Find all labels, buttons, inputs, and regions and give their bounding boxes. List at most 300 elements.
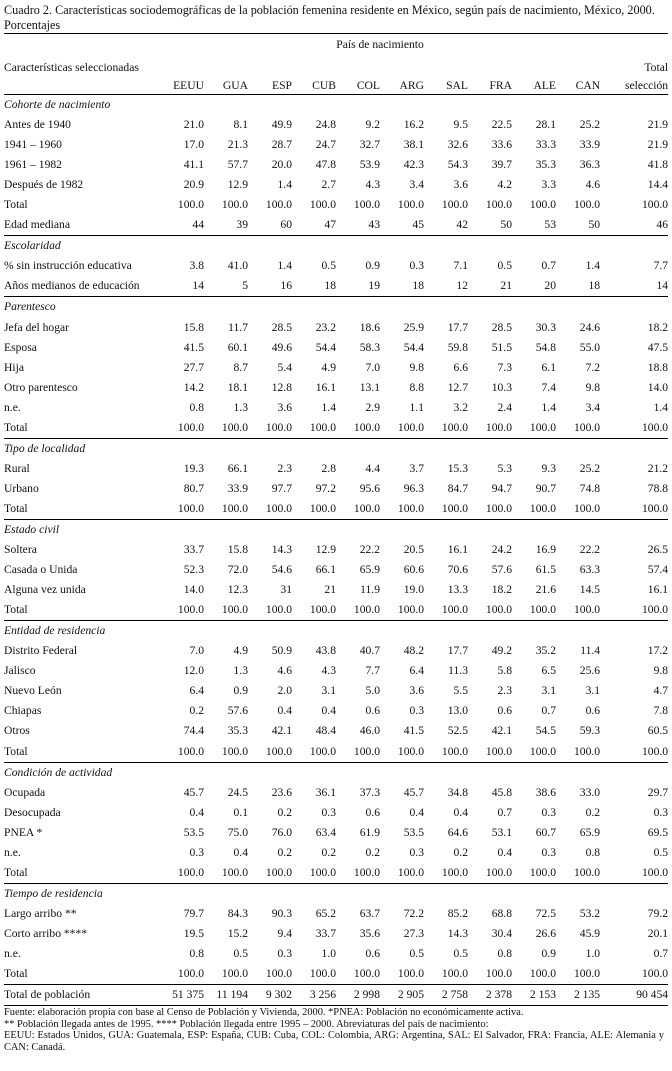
cell-value: 61.5 (535, 563, 556, 577)
cell-value: 13.0 (447, 704, 468, 718)
cell-value: 100.0 (160, 499, 204, 520)
cell-value: 11.7 (228, 320, 248, 334)
cell-value: 63.3 (579, 563, 601, 577)
cell-value: 49.2 (491, 644, 512, 658)
cell-value: 100.0 (424, 742, 468, 763)
cell-total: 41.8 (647, 158, 669, 172)
cell-value: 100.0 (380, 742, 424, 763)
cell-value: 100.0 (468, 964, 512, 985)
cell-value: 68.8 (491, 906, 512, 920)
cell-value: 27.7 (183, 360, 204, 374)
cell-value: 37.3 (359, 785, 380, 799)
cell-value: 0.9 (233, 684, 248, 698)
cell-value: 65.9 (579, 825, 601, 839)
cell-value: 14 (160, 276, 204, 297)
cell-total: 100.0 (641, 198, 669, 212)
cell-value: 100.0 (556, 742, 600, 763)
cell-value: 15.8 (183, 320, 204, 334)
cell-value: 30.4 (491, 926, 512, 940)
row-label: Total (4, 863, 160, 884)
cell-value: 100.0 (292, 863, 336, 884)
cell-value: 1.4 (541, 400, 556, 414)
cell-value: 11.4 (580, 644, 601, 658)
cell-value: 32.6 (447, 138, 468, 152)
cell-value: 63.7 (359, 906, 380, 920)
cell-value: 45.7 (403, 785, 424, 799)
cell-value: 18.2 (491, 583, 512, 597)
cell-value: 19.5 (183, 926, 204, 940)
cell-value: 55.0 (579, 340, 601, 354)
table-row (4, 823, 668, 843)
cell-value: 0.4 (453, 805, 468, 819)
cell-value: 74.8 (579, 481, 601, 495)
cell-value: 12 (424, 276, 468, 297)
cell-value: 57.6 (491, 563, 512, 577)
cell-value: 100.0 (336, 600, 380, 621)
cell-value: 100.0 (512, 863, 556, 884)
cell-total: 0.5 (653, 845, 669, 859)
cell-value: 14.0 (183, 583, 204, 597)
cell-value: 3.8 (189, 259, 204, 273)
cell-value: 100.0 (292, 499, 336, 520)
cell-value: 3.4 (409, 178, 424, 192)
cell-value: 5.0 (365, 684, 380, 698)
table-row (4, 600, 668, 621)
cell-value: 0.5 (409, 946, 424, 960)
cell-value: 65.2 (315, 906, 336, 920)
table-row (4, 175, 668, 195)
cell-value: 11 194 (204, 985, 248, 1006)
cell-value: 66.1 (227, 461, 248, 475)
cell-value: 28.5 (491, 320, 512, 334)
section-header-row (4, 621, 668, 642)
cell-value: 0.8 (189, 400, 204, 414)
row-label: Esposa (4, 340, 37, 354)
cell-value: 100.0 (248, 863, 292, 884)
cell-value: 0.8 (189, 946, 204, 960)
row-header-label: Características seleccionadas (4, 61, 139, 74)
column-header: FRA (468, 76, 512, 95)
cell-value: 100.0 (424, 600, 468, 621)
cell-value: 9.8 (409, 360, 424, 374)
cell-value: 9.8 (585, 380, 601, 394)
cell-value: 17.0 (183, 138, 204, 152)
section-header-row (4, 519, 668, 540)
cell-value: 3.3 (541, 178, 556, 192)
section-header-row (4, 297, 668, 318)
cell-value: 48.4 (315, 724, 336, 738)
row-label: Otros (4, 724, 30, 738)
cell-value: 100.0 (160, 964, 204, 985)
cell-value: 94.7 (491, 481, 512, 495)
cell-value: 28.1 (535, 118, 556, 132)
section-title: Tiempo de residencia (4, 886, 103, 900)
cell-total: 4.7 (653, 684, 669, 698)
cell-value: 45.7 (183, 785, 204, 799)
table-row (4, 742, 668, 763)
cell-value: 3.7 (409, 461, 424, 475)
cell-value: 2.4 (497, 400, 512, 414)
cell-value: 100.0 (204, 499, 248, 520)
cell-value: 49.9 (271, 118, 292, 132)
cell-value: 2 998 (336, 985, 380, 1006)
cell-value: 0.1 (233, 805, 248, 819)
column-header: COL (336, 76, 380, 95)
cell-value: 41.0 (227, 259, 248, 273)
cell-value: 1.3 (233, 400, 248, 414)
cell-value: 3 256 (292, 985, 336, 1006)
cell-value: 6.4 (409, 664, 424, 678)
cell-value: 33.6 (491, 138, 512, 152)
cell-value: 14.2 (183, 380, 204, 394)
cell-value: 1.0 (321, 946, 336, 960)
table-row (4, 358, 668, 378)
cell-value: 0.9 (541, 946, 556, 960)
cell-value: 50 (556, 215, 600, 236)
cell-value: 100.0 (556, 964, 600, 985)
cell-total: 46 (600, 215, 668, 236)
row-label: Alguna vez unida (4, 583, 86, 597)
cell-total: 100.0 (600, 964, 668, 985)
cell-value: 4.3 (321, 664, 336, 678)
row-label: Total de población (4, 985, 160, 1006)
cell-value: 0.4 (233, 845, 248, 859)
cell-value: 12.9 (227, 178, 248, 192)
cell-value: 100.0 (468, 742, 512, 763)
cell-value: 7.2 (585, 360, 601, 374)
table-row (4, 479, 668, 499)
cell-value: 0.3 (409, 704, 424, 718)
cell-value: 74.4 (183, 724, 204, 738)
row-label: Urbano (4, 481, 39, 495)
cell-value: 12.3 (227, 583, 248, 597)
cell-total: 100.0 (600, 600, 668, 621)
table-row (4, 135, 668, 155)
cell-value: 14.3 (271, 543, 292, 557)
cell-value: 24.6 (579, 320, 601, 334)
cell-value: 38.1 (403, 138, 424, 152)
table-row (4, 378, 668, 398)
cell-value: 54.5 (535, 724, 556, 738)
cell-value: 0.9 (365, 259, 380, 273)
cell-value: 50 (468, 215, 512, 236)
cell-value: 100.0 (221, 198, 248, 212)
footnotes (4, 1007, 668, 1053)
row-label: Años medianos de educación (4, 276, 160, 297)
row-label: n.e. (4, 845, 21, 859)
row-label: Jefa del hogar (4, 320, 70, 334)
cell-value: 3.1 (585, 684, 601, 698)
cell-total: 79.2 (647, 906, 669, 920)
cell-value: 3.1 (321, 684, 336, 698)
cell-value: 33.0 (579, 785, 601, 799)
cell-value: 28.7 (271, 138, 292, 152)
cell-value: 70.6 (447, 563, 468, 577)
cell-value: 21.6 (535, 583, 556, 597)
cell-value: 42.1 (271, 724, 292, 738)
cell-value: 25.9 (403, 320, 424, 334)
cell-value: 100.0 (485, 198, 512, 212)
cell-value: 7.0 (365, 360, 380, 374)
cell-total: 100.0 (600, 418, 668, 439)
cell-value: 22.2 (359, 543, 380, 557)
cell-value: 100.0 (424, 863, 468, 884)
cell-value: 2 378 (468, 985, 512, 1006)
cell-value: 41.1 (183, 158, 204, 172)
cell-value: 9 302 (248, 985, 292, 1006)
column-header: ESP (248, 76, 292, 95)
cell-value: 100.0 (292, 600, 336, 621)
column-header: CUB (292, 76, 336, 95)
cell-value: 100.0 (336, 742, 380, 763)
cell-value: 12.9 (315, 543, 336, 557)
cell-value: 17.7 (447, 644, 468, 658)
cell-value: 25.2 (579, 461, 601, 475)
cell-total: 7.8 (653, 704, 669, 718)
cell-value: 0.4 (497, 845, 512, 859)
cell-value: 60 (248, 215, 292, 236)
cell-value: 2.3 (497, 684, 512, 698)
row-label: Jalisco (4, 664, 36, 678)
cell-value: 36.1 (315, 785, 336, 799)
cell-value: 61.9 (359, 825, 380, 839)
cell-value: 0.3 (321, 805, 336, 819)
cell-value: 57.7 (227, 158, 248, 172)
cell-value: 58.3 (359, 340, 380, 354)
cell-value: 3.4 (585, 400, 601, 414)
cell-value: 18.6 (359, 320, 380, 334)
cell-value: 38.6 (535, 785, 556, 799)
cell-value: 9.4 (277, 926, 292, 940)
cell-value: 60.7 (535, 825, 556, 839)
cell-value: 100.0 (380, 863, 424, 884)
row-label: Corto arribo **** (4, 926, 88, 940)
cell-value: 2.0 (277, 684, 292, 698)
cell-value: 6.1 (541, 360, 556, 374)
cell-value: 100.0 (265, 198, 292, 212)
cell-total: 16.1 (647, 583, 669, 597)
cell-value: 3.6 (277, 400, 292, 414)
cell-value: 46.0 (359, 724, 380, 738)
cell-value: 20.9 (183, 178, 204, 192)
cell-value: 0.3 (409, 845, 424, 859)
table-row (4, 904, 668, 924)
row-label: Total (4, 499, 160, 520)
cell-value: 100.0 (556, 863, 600, 884)
cell-value: 51.5 (491, 340, 512, 354)
cell-value: 7.7 (365, 664, 380, 678)
cell-value: 1.4 (321, 400, 336, 414)
cell-value: 95.6 (359, 481, 380, 495)
table-body (4, 95, 668, 1006)
footnote-arrival: ** Población llegada antes de 1995. **** Población llegada entre 1995 – 2000. Abreviaturas del país de nacimiento: (4, 1018, 489, 1030)
cell-total: 100.0 (600, 863, 668, 884)
cell-value: 100.0 (177, 198, 204, 212)
cell-value: 32.7 (359, 138, 380, 152)
cell-value: 20.0 (271, 158, 292, 172)
cell-value: 72.2 (403, 906, 424, 920)
cell-value: 53 (512, 215, 556, 236)
cell-value: 10.3 (491, 380, 512, 394)
cell-value: 1.4 (277, 259, 292, 273)
cell-value: 43 (336, 215, 380, 236)
cell-value: 18 (380, 276, 424, 297)
row-label: Desocupada (4, 805, 61, 819)
cell-value: 48.2 (403, 644, 424, 658)
cell-value: 0.2 (277, 845, 292, 859)
cell-total: 100.0 (600, 742, 668, 763)
section-title: Escolaridad (4, 239, 61, 253)
column-header: ARG (380, 76, 424, 95)
cell-value: 5.4 (277, 360, 292, 374)
cell-value: 7.4 (541, 380, 556, 394)
cell-value: 100.0 (424, 964, 468, 985)
cell-value: 100.0 (336, 964, 380, 985)
cell-total: 57.4 (647, 563, 669, 577)
cell-value: 0.4 (189, 805, 204, 819)
cell-value: 0.6 (365, 704, 380, 718)
table-row (4, 540, 668, 560)
table-row (4, 863, 668, 884)
cell-value: 54.4 (403, 340, 424, 354)
cell-value: 0.7 (541, 259, 556, 273)
section-title: Parentesco (4, 300, 56, 314)
cell-value: 34.8 (447, 785, 468, 799)
cell-value: 0.6 (585, 704, 601, 718)
cell-value: 84.7 (447, 481, 468, 495)
cell-value: 35.3 (227, 724, 248, 738)
cell-value: 45.8 (491, 785, 512, 799)
cell-value: 100.0 (380, 418, 424, 439)
cell-value: 100.0 (309, 198, 336, 212)
cell-value: 35.3 (535, 158, 556, 172)
cell-total: 21.9 (647, 118, 669, 132)
cell-value: 100.0 (556, 499, 600, 520)
row-label: Total (4, 418, 160, 439)
row-label: Rural (4, 461, 30, 475)
cell-value: 3.6 (453, 178, 468, 192)
cell-value: 2 905 (380, 985, 424, 1006)
cell-value: 33.9 (579, 138, 601, 152)
cell-value: 11.9 (360, 583, 380, 597)
cell-value: 51 375 (160, 985, 204, 1006)
cell-value: 57.6 (227, 704, 248, 718)
section-title: Condición de actividad (4, 765, 113, 779)
cell-value: 0.2 (321, 845, 336, 859)
cell-value: 100.0 (160, 600, 204, 621)
cell-value: 90.7 (535, 481, 556, 495)
table-row (4, 115, 668, 135)
cell-value: 12.7 (447, 380, 468, 394)
cell-total: 1.4 (653, 400, 669, 414)
row-label: PNEA * (4, 825, 43, 839)
cell-value: 4.6 (585, 178, 601, 192)
data-table (4, 33, 668, 1006)
cell-value: 45.9 (579, 926, 601, 940)
cell-value: 100.0 (336, 499, 380, 520)
cell-value: 19.0 (403, 583, 424, 597)
cell-value: 0.8 (585, 845, 601, 859)
cell-value: 12.8 (271, 380, 292, 394)
section-header-row (4, 762, 668, 783)
table-row (4, 560, 668, 580)
cell-value: 1.0 (585, 946, 601, 960)
cell-value: 1.4 (585, 259, 601, 273)
cell-value: 24.2 (491, 543, 512, 557)
cell-value: 39 (204, 215, 248, 236)
table-row (4, 580, 668, 600)
cell-value: 11.3 (448, 664, 468, 678)
row-label: 1961 – 1982 (4, 158, 62, 172)
cell-value: 42.1 (491, 724, 512, 738)
country-group-label: País de nacimiento (160, 34, 600, 57)
cell-value: 14.5 (579, 583, 601, 597)
cell-value: 100.0 (512, 742, 556, 763)
cell-value: 0.6 (365, 805, 380, 819)
cell-value: 3.6 (409, 684, 424, 698)
cell-value: 21.3 (227, 138, 248, 152)
cell-value: 100.0 (204, 418, 248, 439)
table-row (4, 721, 668, 741)
cell-value: 63.4 (315, 825, 336, 839)
cell-value: 0.2 (585, 805, 601, 819)
cell-value: 42 (424, 215, 468, 236)
table-row (4, 459, 668, 479)
cell-value: 100.0 (441, 198, 468, 212)
cell-value: 23.2 (315, 320, 336, 334)
row-label: n.e. (4, 400, 21, 414)
cell-value: 80.7 (183, 481, 204, 495)
cell-value: 35.6 (359, 926, 380, 940)
cell-value: 21.0 (183, 118, 204, 132)
cell-value: 100.0 (468, 600, 512, 621)
cell-value: 12.0 (183, 664, 204, 678)
cell-value: 4.4 (365, 461, 380, 475)
row-label: 1941 – 1960 (4, 138, 62, 152)
cell-value: 44 (160, 215, 204, 236)
cell-value: 36.3 (579, 158, 601, 172)
cell-value: 97.2 (315, 481, 336, 495)
cell-value: 0.5 (453, 946, 468, 960)
cell-value: 7.3 (497, 360, 512, 374)
cell-value: 72.0 (227, 563, 248, 577)
cell-value: 100.0 (248, 964, 292, 985)
table-row (4, 499, 668, 520)
total-col-header-1: Total (644, 61, 669, 74)
cell-value: 65.9 (359, 563, 380, 577)
cell-value: 6.6 (453, 360, 468, 374)
cell-value: 23.6 (271, 785, 292, 799)
cell-value: 33.9 (227, 481, 248, 495)
cell-value: 100.0 (512, 499, 556, 520)
cell-value: 18 (556, 276, 600, 297)
section-title: Entidad de residencia (4, 624, 106, 638)
cell-value: 100.0 (248, 418, 292, 439)
cell-value: 5.3 (497, 461, 512, 475)
row-label: n.e. (4, 946, 21, 960)
cell-value: 33.7 (183, 543, 204, 557)
cell-value: 100.0 (160, 863, 204, 884)
cell-value: 9.3 (541, 461, 556, 475)
cell-value: 33.3 (535, 138, 556, 152)
cell-value: 0.4 (277, 704, 292, 718)
row-label: Hija (4, 360, 24, 374)
cell-value: 0.3 (541, 805, 556, 819)
cell-value: 42.3 (403, 158, 424, 172)
cell-value: 59.3 (579, 724, 601, 738)
cell-value: 22.2 (579, 543, 601, 557)
row-label: Otro parentesco (4, 380, 78, 394)
